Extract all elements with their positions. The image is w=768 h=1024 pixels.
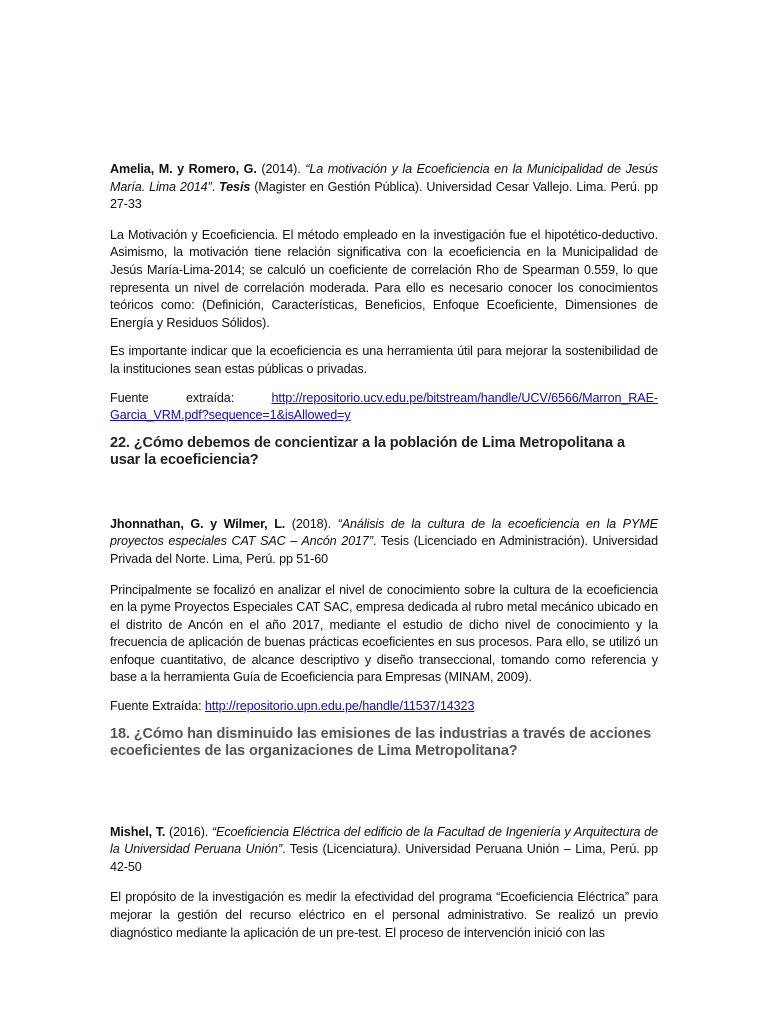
paragraph-importance: Es importante indicar que la ecoeficiencia es una herramienta útil para mejorar la sostenibilidad de la instituciones sean estas públicas o privadas. bbox=[110, 344, 658, 376]
reference-details: (Magister en Gestión Pública). Universidad Cesar Vallejo. Lima. Perú. pp 27-33 bbox=[110, 179, 658, 212]
reference-jhonnathan bbox=[110, 516, 658, 569]
reference-mishel bbox=[110, 824, 658, 877]
source-upn bbox=[110, 698, 658, 716]
question-18-heading: 18. ¿Cómo han disminuido las emisiones de las industrias a través de acciones ecoeficientes de las organizaciones de Lima Metropolitana? bbox=[110, 725, 652, 759]
source-link-ucv[interactable]: http://repositorio.ucv.edu.pe/bitstream/handle/UCV/6566/Marron_RAE-Garcia_VRM.pdf?sequence=1&isAllowed=y bbox=[110, 390, 658, 423]
reference-details: . Tesis (Licenciado en Administración). Universidad Privada del Norte. Lima, Perú. pp 51-60 bbox=[110, 534, 658, 566]
paragraph-focus: Principalmente se focalizó en analizar el nivel de conocimiento sobre la cultura de la ecoeficiencia en la pyme Proyectos Especiales CAT SAC, empresa dedicada al rubro metal mecánico ubicado en el distrito de Ancón en el año 2017, mediante el estudio de dicho nivel de conocimiento y la frecuencia de aplicación de buenas prácticas ecoeficientes en sus procesos. Para ello, se utilizó un enfoque cuantitativo, de alcance descriptivo y diseño transeccional, tomando como referencia y base a la herramienta Guía de Ecoeficiencia para Empresas (MINAM, 2009). bbox=[110, 582, 658, 685]
reference-author: Jhonnathan, G. y Wilmer, L. bbox=[110, 516, 286, 531]
reference-details: . Universidad Peruana Unión – Lima, Perú. pp 42-50 bbox=[110, 842, 658, 874]
source-link-upn[interactable]: http://repositorio.upn.edu.pe/handle/11537/14323 bbox=[204, 699, 475, 714]
reference-title: “La motivación y la Ecoeficiencia en la Municipalidad de Jesús María. Lima 2014” bbox=[110, 162, 658, 194]
reference-author: Amelia, M. y Romero, G. bbox=[110, 162, 257, 176]
question-22-heading: 22. ¿Cómo debemos de concientizar a la población de Lima Metropolitana a usar la ecoeficiencia? bbox=[110, 434, 625, 468]
reference-type: . Tesis (Licenciatura bbox=[282, 842, 394, 857]
reference-title: “Análisis de la cultura de la ecoeficiencia en la PYME proyectos especiales CAT SAC – Ancón 2017” bbox=[110, 516, 658, 549]
reference-year: (2016). bbox=[165, 824, 212, 839]
reference-title: “Ecoeficiencia Eléctrica del edificio de la Facultad de Ingeniería y Arquitectura de la Universidad Peruana Unión” bbox=[110, 824, 658, 857]
source-label: Fuente extraída: bbox=[110, 390, 272, 405]
paragraph-purpose: El propósito de la investigación es medir la efectividad del programa “Ecoeficiencia Eléctrica” para mejorar la gestión del recurso eléctrico en el personal administrativo. Se realizó un previo diagnóstico mediante la aplicación de un pre-test. El proceso de intervención inició con las bbox=[110, 890, 658, 940]
reference-amelia bbox=[110, 161, 658, 214]
source-ucv bbox=[110, 390, 658, 425]
reference-author: Mishel, T. bbox=[110, 824, 166, 839]
reference-type: Tesis bbox=[219, 179, 251, 194]
paragraph-motivation: La Motivación y Ecoeficiencia. El método empleado en la investigación fue el hipotético-deductivo. Asimismo, la motivación tiene relación significativa con la ecoeficiencia en la Municipalidad de Jesús María-Lima-2014; se calculó un coeficiente de correlación Rho de Spearman 0.559, lo que representa un nivel de correlación moderada. Para ello es necesario conocer los conocimientos teóricos como: (Definición, Características, Beneficios, Enfoque Ecoeficiente, Dimensiones de Energía y Residuos Sólidos). bbox=[110, 227, 658, 330]
source-label: Fuente Extraída: bbox=[110, 699, 205, 714]
reference-year: (2014). bbox=[256, 162, 306, 176]
reference-year: (2018). bbox=[285, 516, 338, 531]
document-content bbox=[110, 161, 658, 953]
reference-separator: . bbox=[211, 179, 220, 194]
reference-paren: ) bbox=[393, 842, 398, 857]
